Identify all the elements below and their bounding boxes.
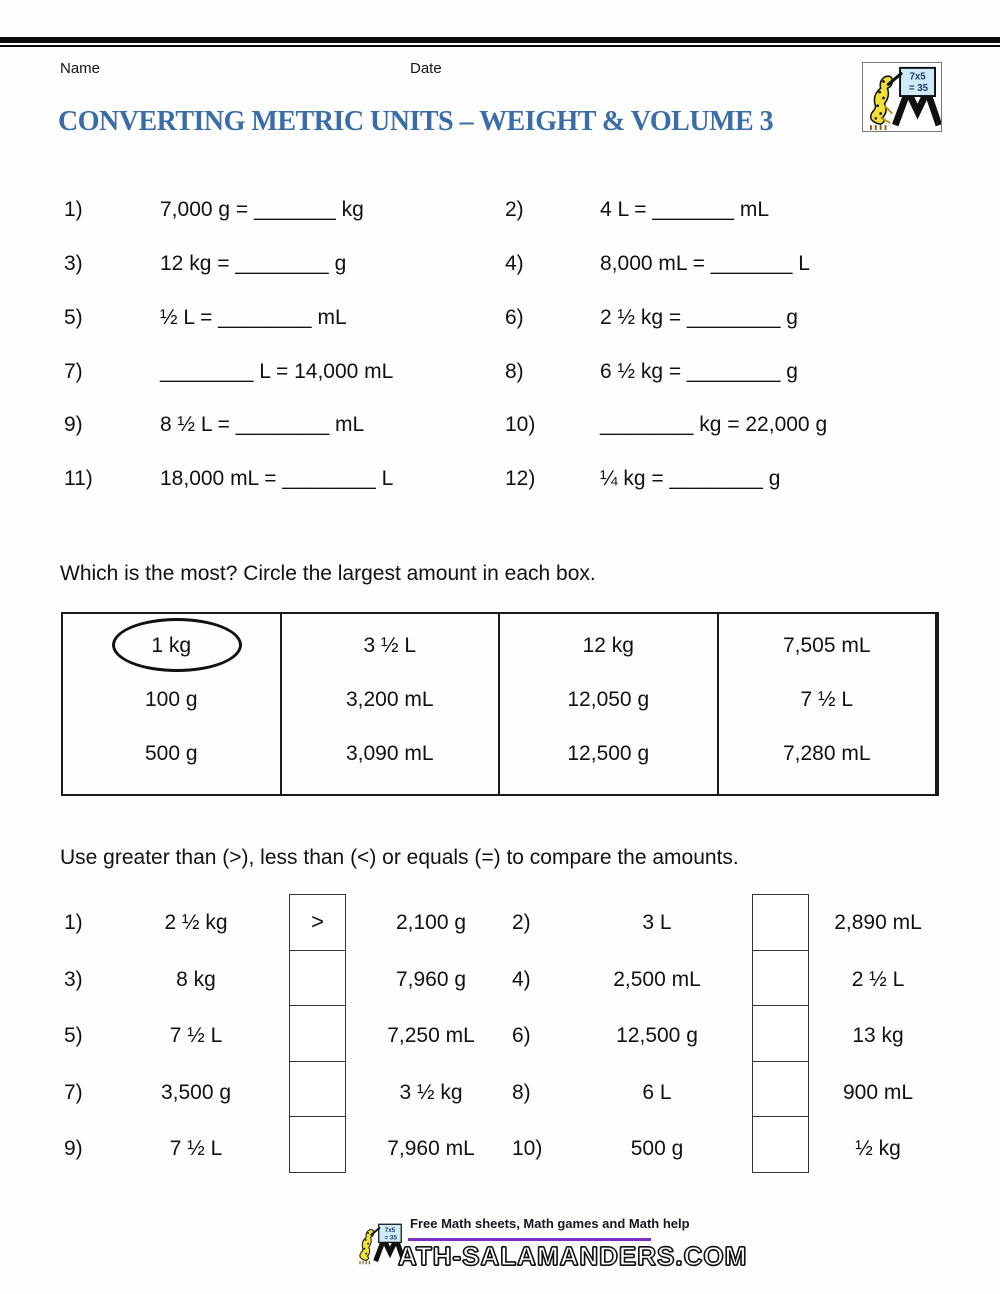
most-table-cell: 12,050 g <box>567 688 650 711</box>
most-table-column <box>719 614 938 794</box>
compare-row <box>0 966 1000 994</box>
compare-right-amount: 7,960 mL <box>387 1137 475 1160</box>
compare-left-amount: 3 L <box>642 911 672 934</box>
problem-number: 6) <box>505 306 524 329</box>
problem-text: ½ L = ________ mL <box>160 306 347 329</box>
date-label: Date <box>410 60 442 77</box>
most-table-cell: 12 kg <box>582 634 634 657</box>
problem-number: 9) <box>64 1137 83 1160</box>
compare-row <box>0 1079 1000 1107</box>
compare-left-amount: 7 ½ L <box>169 1024 223 1047</box>
most-section-heading: Which is the most? Circle the largest amount in each box. <box>60 562 596 585</box>
most-table-cell: 7,280 mL <box>782 742 871 765</box>
problem-number: 7) <box>64 1081 83 1104</box>
problem-text: 2 ½ kg = ________ g <box>600 306 798 329</box>
bench-icon <box>360 1261 369 1264</box>
problem-text: ________ L = 14,000 mL <box>160 360 394 383</box>
problem-number: 10) <box>505 413 536 436</box>
compare-right-amount: 3 ½ kg <box>399 1081 463 1104</box>
footer-tagline: Free Math sheets, Math games and Math help <box>410 1216 690 1231</box>
comparison-box <box>289 1005 346 1062</box>
problem-text: 7,000 g = _______ kg <box>160 198 364 221</box>
compare-section-heading: Use greater than (>), less than (<) or equals (=) to compare the amounts. <box>60 846 739 869</box>
board-text-line1: 7x5 <box>909 71 926 83</box>
comparison-box <box>752 1005 809 1062</box>
conversion-row <box>0 411 1000 439</box>
compare-left-amount: 8 kg <box>176 968 216 991</box>
problem-number: 6) <box>512 1024 531 1047</box>
most-table-cell: 12,500 g <box>567 742 650 765</box>
compare-left-amount: 7 ½ L <box>169 1137 223 1160</box>
problem-number: 8) <box>505 360 524 383</box>
compare-right-amount: 7,250 mL <box>387 1024 475 1047</box>
compare-left-amount: 2,500 mL <box>613 968 701 991</box>
problem-number: 1) <box>64 911 83 934</box>
most-table-cell: 1 kg <box>151 634 192 657</box>
name-label: Name <box>60 60 101 77</box>
compare-right-amount: 2 ½ L <box>851 968 905 991</box>
comparison-box-column-right <box>752 894 809 1173</box>
comparison-box <box>289 1061 346 1118</box>
compare-right-amount: 900 mL <box>842 1081 914 1104</box>
problem-number: 9) <box>64 413 83 436</box>
most-table <box>61 612 939 796</box>
problem-text: 12 kg = ________ g <box>160 252 347 275</box>
top-rule-thin <box>0 45 1000 47</box>
comparison-box-column-left <box>289 894 346 1173</box>
most-table-cell: 500 g <box>144 742 198 765</box>
problem-number: 5) <box>64 1024 83 1047</box>
problem-text: ________ kg = 22,000 g <box>600 413 828 436</box>
problem-number: 8) <box>512 1081 531 1104</box>
problem-number: 2) <box>505 198 524 221</box>
comparison-box <box>752 894 809 951</box>
problem-number: 12) <box>505 467 536 490</box>
board-text-line2: = 35 <box>384 1234 397 1242</box>
problem-number: 1) <box>64 198 83 221</box>
board-text-line1: 7x5 <box>384 1226 396 1234</box>
top-rule-thick <box>0 37 1000 43</box>
board-text-line2: = 35 <box>908 83 929 95</box>
conversion-row <box>0 196 1000 224</box>
problem-number: 4) <box>512 968 531 991</box>
most-table-column <box>500 614 719 794</box>
compare-row <box>0 909 1000 937</box>
problem-text: 4 L = _______ mL <box>600 198 770 221</box>
problem-number: 10) <box>512 1137 543 1160</box>
most-table-cell: 3 ½ L <box>363 634 417 657</box>
most-table-cell: 3,090 mL <box>345 742 434 765</box>
compare-right-amount: 2,100 g <box>395 911 467 934</box>
conversion-row <box>0 304 1000 332</box>
problem-text: 6 ½ kg = ________ g <box>600 360 798 383</box>
problem-number: 7) <box>64 360 83 383</box>
compare-left-amount: 3,500 g <box>160 1081 232 1104</box>
conversion-row <box>0 358 1000 386</box>
problem-text: ¼ kg = ________ g <box>600 467 781 490</box>
compare-row <box>0 1022 1000 1050</box>
most-table-cell: 100 g <box>144 688 198 711</box>
problem-text: 18,000 mL = ________ L <box>160 467 394 490</box>
compare-left-amount: 500 g <box>630 1137 684 1160</box>
comparison-box <box>752 950 809 1007</box>
most-table-cell: 3,200 mL <box>345 688 434 711</box>
problem-number: 4) <box>505 252 524 275</box>
conversion-row <box>0 465 1000 493</box>
compare-right-amount: 7,960 g <box>395 968 467 991</box>
problem-number: 3) <box>64 968 83 991</box>
compare-left-amount: 12,500 g <box>616 1024 698 1047</box>
comparison-box: > <box>289 894 346 951</box>
comparison-box <box>289 1116 346 1173</box>
most-table-cell: 7,505 mL <box>782 634 871 657</box>
most-table-cell: 7 ½ L <box>800 688 854 711</box>
most-table-column <box>282 614 501 794</box>
problem-text: 8 ½ L = ________ mL <box>160 413 365 436</box>
compare-row <box>0 1135 1000 1163</box>
compare-left-amount: 2 ½ kg <box>164 911 228 934</box>
problem-text: 8,000 mL = _______ L <box>600 252 810 275</box>
comparison-box <box>752 1116 809 1173</box>
footer-site-text: ATH-SALAMANDERS.COM <box>398 1241 748 1271</box>
compare-right-amount: ½ kg <box>855 1137 901 1160</box>
circle-annotation <box>112 618 242 672</box>
problem-number: 3) <box>64 252 83 275</box>
comparison-box <box>289 950 346 1007</box>
compare-left-amount: 6 L <box>642 1081 672 1104</box>
comparison-box <box>752 1061 809 1118</box>
compare-right-amount: 2,890 mL <box>834 911 922 934</box>
conversion-row <box>0 250 1000 278</box>
page-title: CONVERTING METRIC UNITS – WEIGHT & VOLUME 3 <box>58 106 774 137</box>
problem-number: 11) <box>64 467 93 490</box>
problem-number: 5) <box>64 306 83 329</box>
compare-right-amount: 13 kg <box>852 1024 904 1047</box>
problem-number: 2) <box>512 911 531 934</box>
